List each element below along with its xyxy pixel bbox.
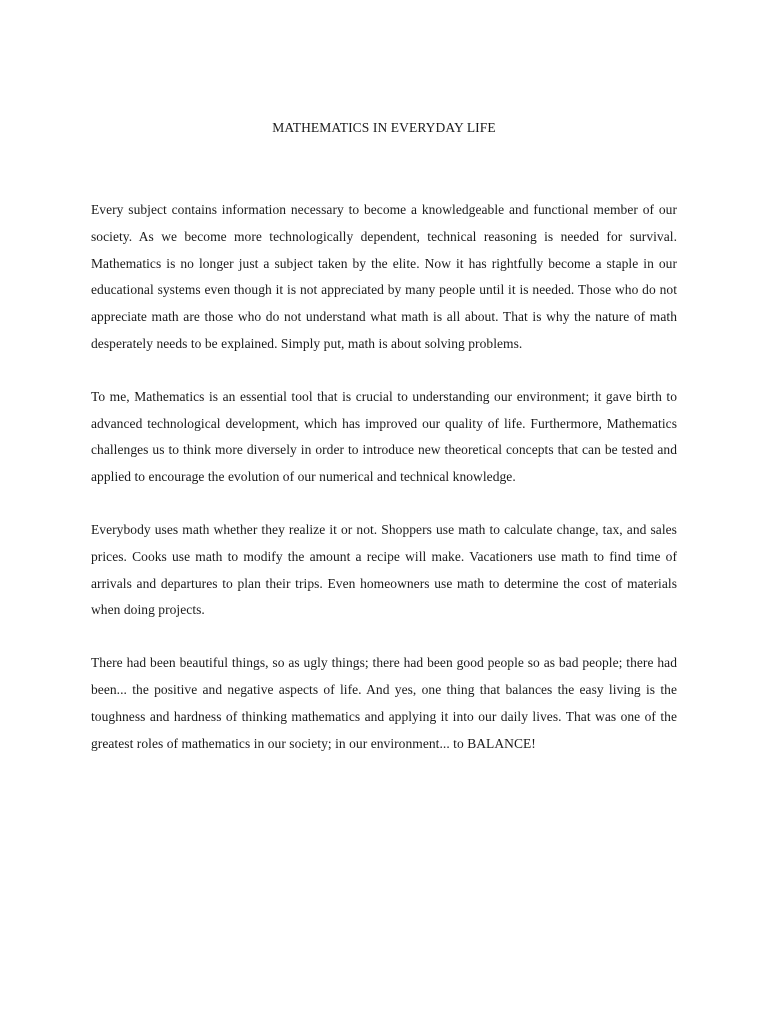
paragraph-4: There had been beautiful things, so as ugly things; there had been good people so as bad people; there had been... the positive and negative aspects of life. And yes, one thing that balances the easy living is the toughness and hardness of thinking mathematics and applying it into our daily lives. That was one of the greatest roles of mathematics in our society; in our environment... to BALANCE! (91, 655, 677, 751)
paragraph-2: To me, Mathematics is an essential tool that is crucial to understanding our environment; it gave birth to advanced technological development, which has improved our quality of life. Furthermore, Mathematics challenges us to think more diversely in order to introduce new theoretical concepts that can be tested and applied to encourage the evolution of our numerical and technical knowledge. (91, 388, 677, 485)
page-title: MATHEMATICS IN EVERYDAY LIFE (272, 120, 496, 135)
document-body (91, 197, 677, 783)
paragraph-1: Every subject contains information necessary to become a knowledgeable and functional member of our society. As we become more technologically dependent, technical reasoning is needed for survival. Mathematics is no longer just a subject taken by the elite. Now it has rightfully become a staple in our educational systems even though it is not appreciated by many people until it is needed. Those who do not appreciate math are those who do not understand what math is all about. That is why the nature of math desperately needs to be explained. Simply put, math is about solving problems. (91, 202, 677, 351)
paragraph-3: Everybody uses math whether they realize it or not. Shoppers use math to calculate change, tax, and sales prices. Cooks use math to modify the amount a recipe will make. Vacationers use math to find time of arrivals and departures to plan their trips. Even homeowners use math to determine the cost of materials when doing projects. (91, 521, 677, 618)
